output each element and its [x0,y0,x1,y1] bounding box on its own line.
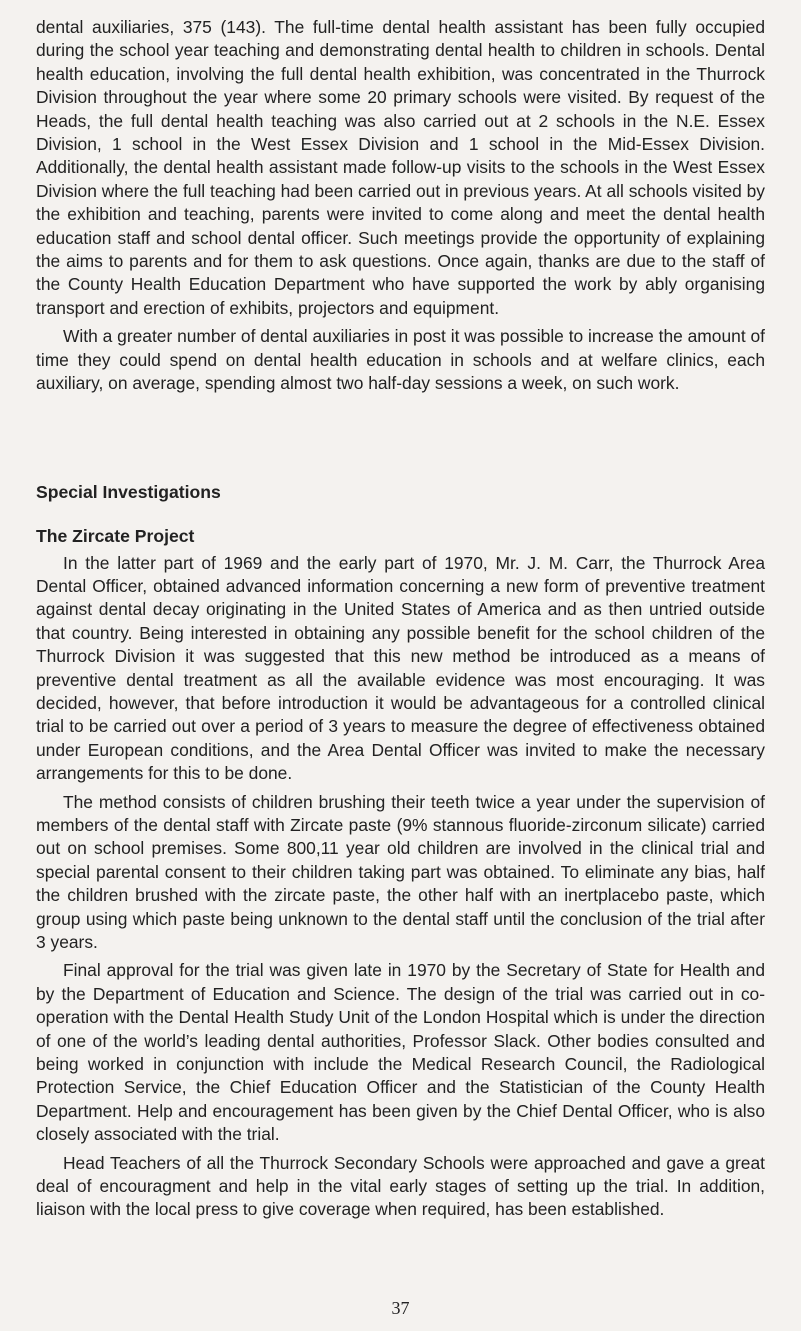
paragraph-zircate-method: The method consists of children brushing their teeth twice a year under the supervision of members of the dental staff with Zircate paste (9% stannous fluoride-zirconum silicate) carried out on school premises. Some 800,11 year old children are involved in the clinical trial and special parental consent to their children taking part was obtained. To eliminate any bias, half the children brushed with the zircate paste, the other half with an inertplacebo paste, which group using which paste being unknown to the dental staff until the conclusion of the trial after 3 years. [36,791,765,952]
page-number: 37 [391,1298,410,1318]
section-heading: Special Investigations [36,481,221,502]
paragraph-zircate-approval: Final approval for the trial was given late in 1970 by the Secretary of State for Health and by the Department of Education and Science. The design of the trial was carried out in co-operation with the Dental Health Study Unit of the London Hospital which is under the direction of one of the world’s leading dental authorities, Professor Slack. Other bodies consulted and being worked in conjunction with include the Medical Research Council, the Radiological Protection Service, the Chief Education Officer and the Statistician of the County Health Department. Help and encouragement has been given by the Chief Dental Officer, who is also closely associated with the trial. [36,960,765,1145]
paragraph-head-teachers: Head Teachers of all the Thurrock Secondary Schools were approached and gave a great deal of encouragment and help in the vital early stages of setting up the trial. In addition, liaison with the local press to give coverage when required, has been established. [36,1152,765,1220]
paragraph-greater-number: With a greater number of dental auxiliaries in post it was possible to increase the amount of time they could spend on dental health education in schools and at welfare clinics, each auxiliary, on average, spending almost two half-day sessions a week, on such work. [36,326,765,394]
paragraph-dental-auxiliaries: dental auxiliaries, 375 (143). The full-time dental health assistant has been fully occupied during the school year teaching and demonstrating dental health to children in schools. Dental health education, involving the full dental health exhibition, was concentrated in the Thurrock Division throughout the year where some 20 primary schools were visited. By request of the Heads, the full dental health teaching was also carried out at 2 schools in the N.E. Essex Division, 1 school in the West Essex Division and 1 school in the Mid-Essex Division. Additionally, the dental health assistant made follow-up visits to the schools in the West Essex Division where the full teaching had been carried out in previous years. At all schools visited by the exhibition and teaching, parents were invited to come along and meet the dental health education staff and school dental officer. Such meetings provide the opportunity of explaining the aims to parents and for them to ask questions. Once again, thanks are due to the staff of the County Health Education Department who have supported the work by ably organising transport and erection of exhibits, projectors and equipment. [36,17,765,318]
subsection-heading: The Zircate Project [36,525,195,546]
paragraph-zircate-origin: In the latter part of 1969 and the early part of 1970, Mr. J. M. Carr, the Thurrock Area Dental Officer, obtained advanced information concerning a new form of preventive treatment against dental decay originating in the United States of America and as then untried outside that country. Being interested in obtaining any possible benefit for the school children of the Thurrock Division it was suggested that this new method be introduced as a means of preventive dental treatment as all the available evidence was most encouraging. It was decided, however, that before introduction it would be advantageous for a controlled clinical trial to be carried out over a period of 3 years to measure the degree of effectiveness obtained under European conditions, and the Area Dental Officer was invited to make the necessary arrangements for this to be done. [36,552,765,784]
